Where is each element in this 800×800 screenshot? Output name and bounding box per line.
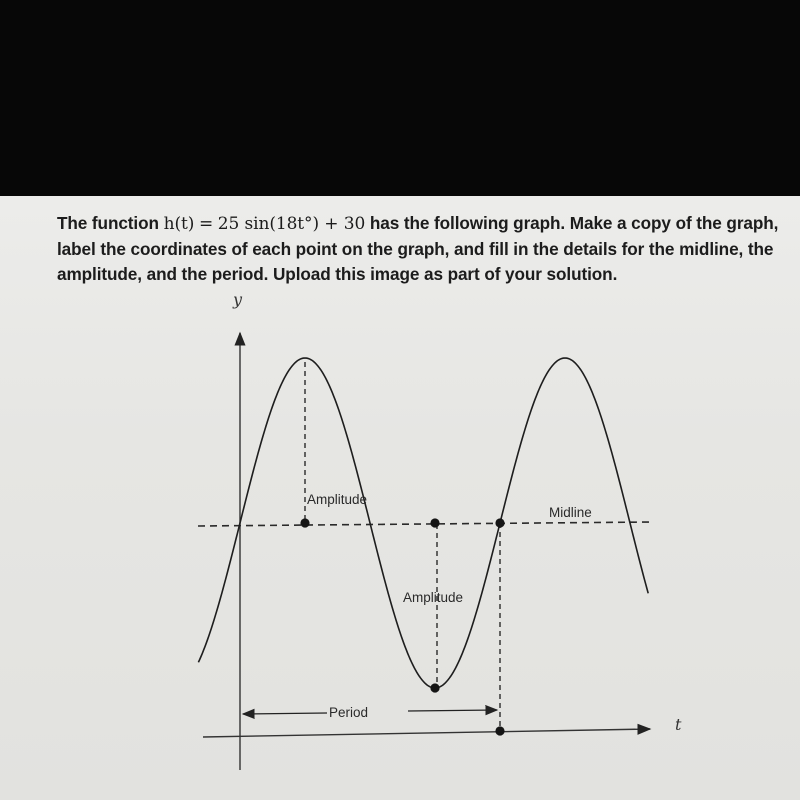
question-rest: has the following graph. Make a copy of the graph, label the coordinates of each point on the graph, and fill in the details for the midline, the amplitude, and the period. Upload this image as part of your solution. bbox=[57, 213, 779, 284]
period-arrow-left bbox=[243, 713, 327, 714]
marked-point bbox=[495, 726, 504, 735]
function-equals: = bbox=[198, 214, 214, 234]
sine-curve bbox=[198, 358, 648, 688]
midline-label: Midline bbox=[549, 505, 592, 520]
amplitude-label-top: Amplitude bbox=[307, 492, 368, 507]
function-lhs: h(t) bbox=[163, 214, 195, 234]
marked-point bbox=[495, 518, 504, 527]
period-arrow-right bbox=[408, 710, 497, 711]
marked-point bbox=[430, 518, 439, 527]
marked-point bbox=[300, 518, 309, 527]
midline-dashed bbox=[198, 522, 652, 526]
marked-point bbox=[430, 683, 439, 692]
marked-points bbox=[300, 518, 504, 735]
function-rhs: 25 sin(18t°) + 30 bbox=[217, 214, 366, 234]
amplitude-label-bottom: Amplitude bbox=[403, 590, 464, 605]
x-axis bbox=[203, 729, 650, 737]
period-label: Period bbox=[329, 705, 369, 720]
question-lead: The function bbox=[57, 213, 159, 233]
x-axis-label: t bbox=[675, 715, 682, 734]
y-axis-label: y bbox=[233, 290, 243, 309]
